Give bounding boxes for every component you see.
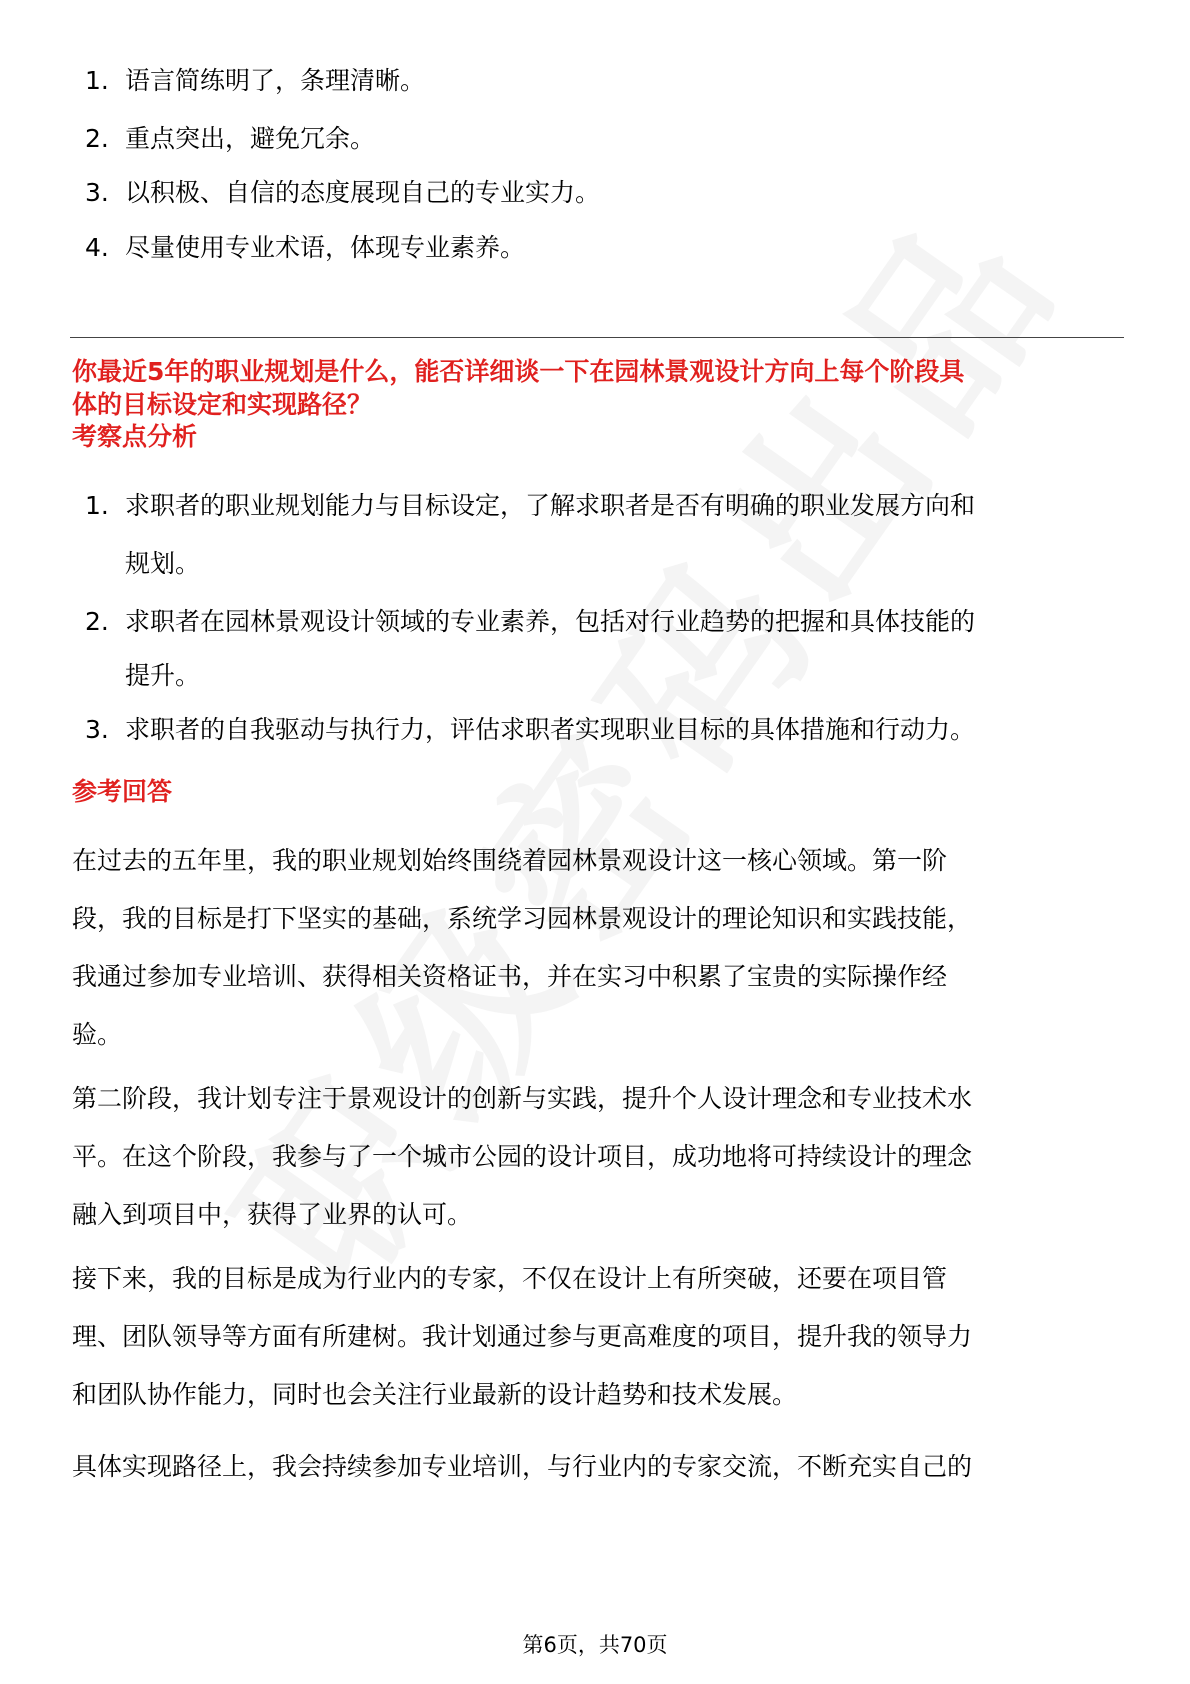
paragraph-line: 理、团队领导等方面有所建树。我计划通过参与更高难度的项目，提升我的领导力	[72, 1322, 973, 1351]
paragraph-line: 验。	[72, 1020, 123, 1049]
paragraph-line: 平。在这个阶段，我参与了一个城市公园的设计项目，成功地将可持续设计的理念	[72, 1142, 973, 1171]
paragraph-line: 接下来，我的目标是成为行业内的专家，不仅在设计上有所突破，还要在项目管	[72, 1264, 948, 1293]
answer-paragraph	[72, 1070, 1122, 1244]
answer-paragraph	[72, 832, 1122, 1064]
list-number: 4.	[85, 233, 109, 262]
answer-heading: 参考回答	[72, 777, 173, 806]
list-text: 语言简练明了，条理清晰。	[125, 66, 426, 95]
paragraph-line: 第二阶段，我计划专注于景观设计的创新与实践，提升个人设计理念和专业技术水	[72, 1084, 973, 1113]
analysis-heading: 考察点分析	[72, 422, 198, 451]
list-item	[0, 593, 1190, 701]
question-title	[72, 355, 1122, 421]
list-item	[0, 477, 1190, 593]
paragraph-line: 融入到项目中，获得了业界的认可。	[72, 1200, 473, 1229]
list-number: 1.	[85, 491, 109, 520]
page-number: 第6页，共70页	[522, 1633, 668, 1657]
divider	[70, 337, 1124, 338]
list-text: 求职者在园林景观设计领域的专业素养，包括对行业趋势的把握和具体技能的	[125, 607, 976, 636]
answer-paragraph	[72, 1438, 1122, 1496]
analysis-list	[0, 477, 1190, 759]
list-item	[0, 701, 1190, 759]
list-number: 2.	[85, 124, 109, 153]
list-text-continued: 提升。	[125, 661, 201, 690]
list-text-continued: 规划。	[125, 549, 201, 578]
paragraph-line: 具体实现路径上，我会持续参加专业培训，与行业内的专家交流，不断充实自己的	[72, 1452, 973, 1481]
paragraph-line: 和团队协作能力，同时也会关注行业最新的设计趋势和技术发展。	[72, 1380, 798, 1409]
tips-list	[0, 52, 1190, 277]
list-item	[0, 52, 1190, 110]
list-text: 尽量使用专业术语，体现专业素养。	[125, 233, 526, 262]
list-number: 1.	[85, 66, 109, 95]
list-number: 2.	[85, 607, 109, 636]
list-item	[0, 219, 1190, 277]
paragraph-line: 段，我的目标是打下坚实的基础，系统学习园林景观设计的理论知识和实践技能，	[72, 904, 973, 933]
list-item	[0, 164, 1190, 219]
list-number: 3.	[85, 178, 109, 207]
list-text: 重点突出，避免冗余。	[125, 124, 376, 153]
list-number: 3.	[85, 715, 109, 744]
list-item	[0, 110, 1190, 164]
list-text: 求职者的自我驱动与执行力，评估求职者实现职业目标的具体措施和行动力。	[125, 715, 976, 744]
answer-paragraph	[72, 1250, 1122, 1424]
list-text: 以积极、自信的态度展现自己的专业实力。	[125, 178, 601, 207]
paragraph-line: 在过去的五年里，我的职业规划始终围绕着园林景观设计这一核心领域。第一阶	[72, 846, 948, 875]
list-text: 求职者的职业规划能力与目标设定，了解求职者是否有明确的职业发展方向和	[125, 491, 976, 520]
question-line: 你最近5年的职业规划是什么，能否详细谈一下在园林景观设计方向上每个阶段具	[72, 357, 965, 386]
question-line: 体的目标设定和实现路径？	[72, 390, 373, 419]
paragraph-line: 我通过参加专业培训、获得相关资格证书，并在实习中积累了宝贵的实际操作经	[72, 962, 948, 991]
